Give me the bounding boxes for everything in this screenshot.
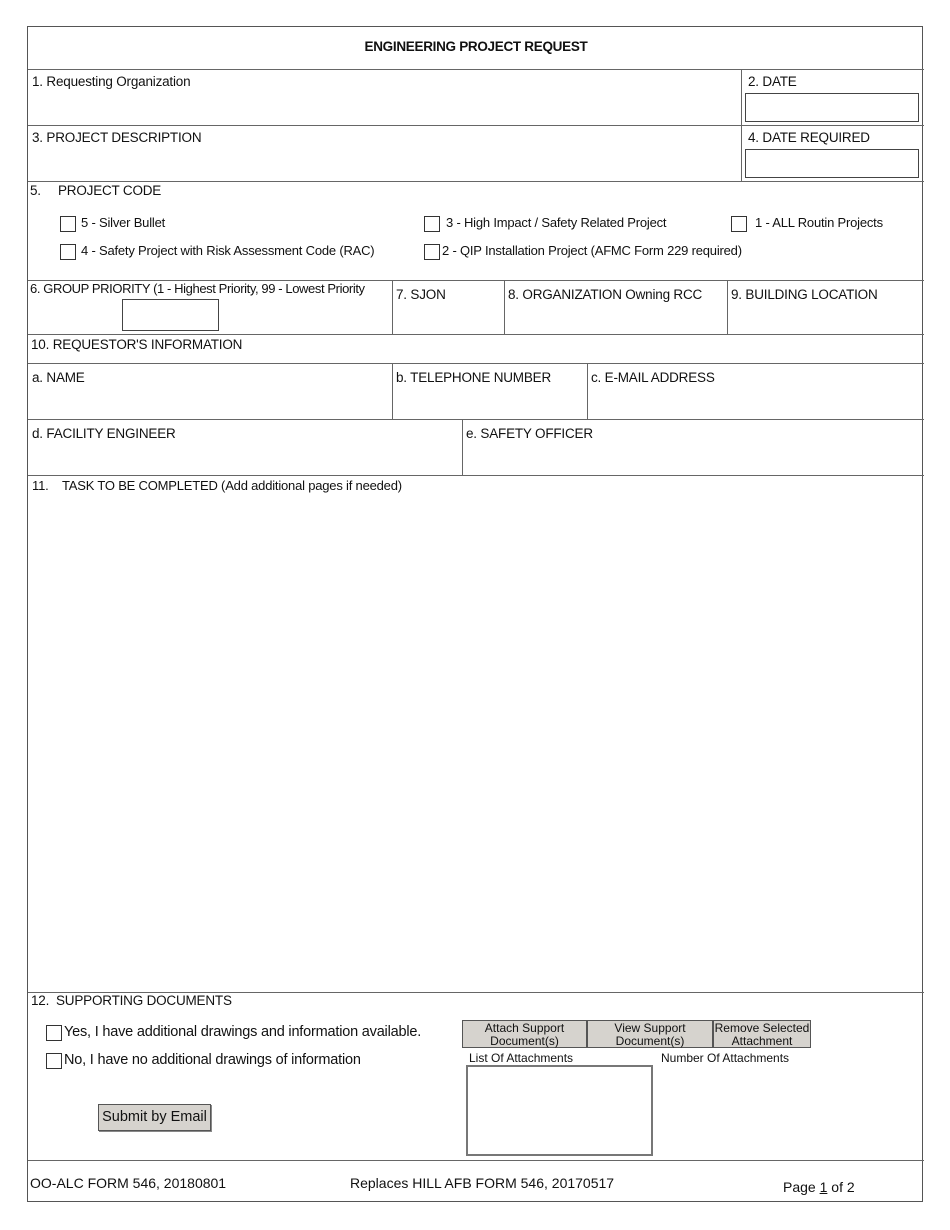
no-additional-label: No, I have no additional drawings of information — [64, 1052, 361, 1068]
sjon-label: 7. SJON — [396, 287, 446, 302]
divider — [727, 280, 728, 334]
supporting-documents-label: SUPPORTING DOCUMENTS — [56, 993, 232, 1008]
remove-attachment-button[interactable]: Remove Selected Attachment — [714, 1021, 810, 1048]
all-routine-checkbox[interactable] — [731, 216, 747, 232]
page-prefix: Page — [783, 1179, 816, 1195]
form-id: OO-ALC FORM 546, 20180801 — [30, 1175, 227, 1191]
attach-support-documents-button[interactable]: Attach Support Document(s) — [462, 1020, 587, 1048]
view-support-documents-button[interactable]: View Support Document(s) — [587, 1020, 713, 1048]
high-impact-checkbox[interactable] — [424, 216, 440, 232]
safety-rac-checkbox[interactable] — [60, 244, 76, 260]
all-routine-label: 1 - ALL Routin Projects — [755, 215, 883, 230]
group-priority-label: 6. GROUP PRIORITY (1 - Highest Priority, 99 - Lowest Priority — [30, 281, 365, 296]
divider — [28, 1160, 924, 1161]
divider — [587, 363, 588, 419]
name-label: a. NAME — [32, 370, 85, 385]
divider — [462, 419, 463, 475]
task-label: TASK TO BE COMPLETED (Add additional pages if needed) — [62, 478, 402, 493]
attachments-list[interactable] — [466, 1065, 653, 1156]
divider — [28, 125, 924, 126]
divider — [28, 334, 924, 335]
date-field[interactable] — [745, 93, 919, 122]
date-required-field[interactable] — [745, 149, 919, 178]
group-priority-field[interactable] — [122, 299, 219, 331]
page-current: 1 — [819, 1179, 828, 1195]
page-suffix: of 2 — [831, 1179, 855, 1195]
divider — [392, 280, 393, 334]
facility-engineer-label: d. FACILITY ENGINEER — [32, 426, 176, 441]
submit-by-email-button[interactable]: Submit by Email — [98, 1104, 211, 1131]
page-indicator — [783, 1179, 855, 1195]
no-additional-checkbox[interactable] — [46, 1053, 62, 1069]
divider — [28, 181, 924, 182]
divider — [28, 419, 924, 420]
number-of-attachments-label: Number Of Attachments — [661, 1051, 790, 1065]
replaces-text: Replaces HILL AFB FORM 546, 20170517 — [350, 1175, 615, 1191]
project-code-label: PROJECT CODE — [58, 183, 162, 198]
silver-bullet-label: 5 - Silver Bullet — [81, 215, 166, 230]
form-frame — [27, 26, 923, 1202]
org-owning-rcc-label: 8. ORGANIZATION Owning RCC — [508, 287, 703, 302]
qip-label: 2 - QIP Installation Project (AFMC Form 229 required) — [442, 243, 742, 258]
date-label: 2. DATE — [748, 74, 797, 89]
qip-checkbox[interactable] — [424, 244, 440, 260]
divider — [504, 280, 505, 334]
requestor-information-label: 10. REQUESTOR'S INFORMATION — [31, 337, 243, 352]
task-text-area[interactable] — [30, 497, 920, 989]
project-description-label: 3. PROJECT DESCRIPTION — [32, 130, 202, 145]
divider — [741, 69, 742, 181]
divider — [28, 69, 924, 70]
supporting-documents-number: 12. — [31, 993, 50, 1008]
yes-additional-label: Yes, I have additional drawings and information available. — [64, 1024, 422, 1040]
requesting-organization-label: 1. Requesting Organization — [32, 74, 191, 89]
yes-additional-checkbox[interactable] — [46, 1025, 62, 1041]
divider — [28, 475, 924, 476]
safety-officer-label: e. SAFETY OFFICER — [466, 426, 593, 441]
telephone-label: b. TELEPHONE NUMBER — [396, 370, 551, 385]
silver-bullet-checkbox[interactable] — [60, 216, 76, 232]
list-of-attachments-label: List Of Attachments — [469, 1051, 574, 1065]
date-required-label: 4. DATE REQUIRED — [748, 130, 870, 145]
project-code-number: 5. — [30, 183, 41, 198]
building-location-label: 9. BUILDING LOCATION — [731, 287, 878, 302]
task-number: 11. — [32, 478, 49, 493]
safety-rac-label: 4 - Safety Project with Risk Assessment Code (RAC) — [81, 243, 375, 258]
divider — [28, 363, 924, 364]
email-label: c. E-MAIL ADDRESS — [591, 370, 715, 385]
form-title: ENGINEERING PROJECT REQUEST — [364, 39, 588, 54]
high-impact-label: 3 - High Impact / Safety Related Project — [446, 215, 667, 230]
divider — [392, 363, 393, 419]
